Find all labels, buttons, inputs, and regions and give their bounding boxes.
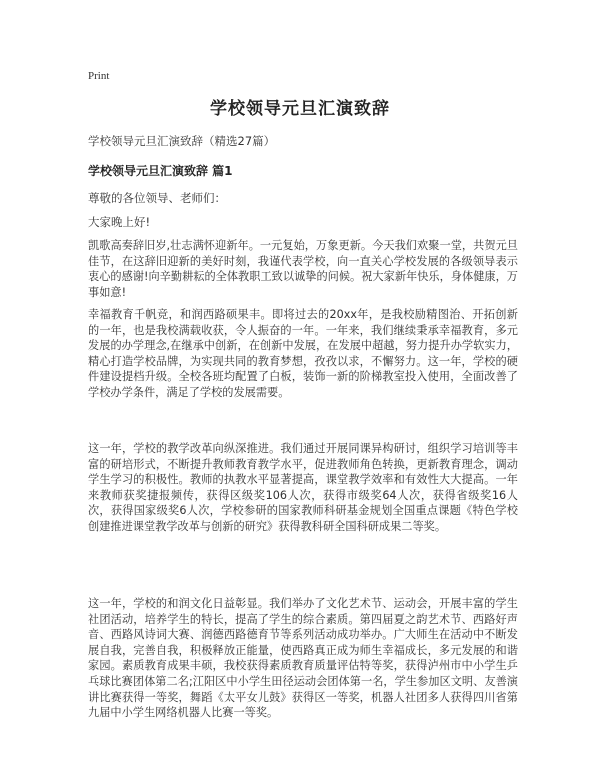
paragraph-1: 凯歌高奏辞旧岁,壮志满怀迎新年。一元复始，万象更新。今天我们欢聚一堂，共贺元旦佳节，在这辞旧迎新的美好时刻，我谨代表学校，向一直关心学校发展的各级领导表示衷心的感谢!向辛勤耕耘的全体教职工致以诚挚的问候。祝大家新年快乐，身体健康，万事如意! [88,239,518,299]
print-link[interactable]: Print [88,70,110,82]
paragraph-3: 这一年，学校的教学改革向纵深推进。我们通过开展同课异构研讨，组织学习培训等丰富的研培形式，不断提升教师教育教学水平，促进教师角色转换，更新教育理念，调动学生学习的积极性。教师的执教水平显著提高，课堂教学效率和有效性大大提高。一年来教师获奖捷报频传，获得区级奖106人次，获得市级奖64人次，获得省级奖16人次，获得国家级奖6人次，学校参研的国家教师科研基金规划全国重点课题《特色学校创建推进课堂教学改革与创新的研究》获得教科研全国科研成果二等奖。 [88,442,518,533]
section-heading: 学校领导元旦汇演致辞 篇1 [88,164,233,178]
paragraph-4: 这一年，学校的和润文化日益彰显。我们举办了文化艺术节、运动会，开展丰富的学生社团活动，培养学生的特长，提高了学生的综合素质。第四届夏之韵艺术节、西路好声音、西路风诗词大赛、润德西路德育节等系列活动成功举办。广大师生在活动中不断发展自我，完善自我，积极释放正能量，使西路真正成为师生幸福成长，多元发展的和谐家园。素质教育成果丰硕，我校获得素质教育质量评估特等奖，获得泸州市中小学生乒乓球比赛团体第二名;江阳区中小学生田径运动会团体第一名，学生参加区文明、友善演讲比赛获得一等奖，舞蹈《太平女儿鼓》获得区一等奖，机器人社团多人获得四川省第九届中小学生网络机器人比赛一等奖。 [88,597,518,720]
document-title: 学校领导元旦汇演致辞 [210,99,390,119]
document-subtitle: 学校领导元旦汇演致辞（精选27篇） [88,134,276,148]
greeting-salutation: 尊敬的各位领导、老师们： [88,191,226,205]
paragraph-2: 幸福教育千帆竞，和润西路硕果丰。即将过去的20xx年，是我校励精图治、开拓创新的一年，也是我校满载收获，令人振奋的一年。一年来，我们继续秉承幸福教育，多元发展的办学理念,在继承中创新，在创新中发展，在发展中超越，努力提升办学软实力，精心打造学校品牌，为实现共同的教育梦想，孜孜以求，不懈努力。这一年，学校的硬件建设提档升级。全校各班均配置了白板，装饰一新的阶梯教室投入使用，全面改善了学校办学条件，满足了学校的发展需要。 [88,308,518,399]
greeting-evening: 大家晚上好! [88,215,151,229]
